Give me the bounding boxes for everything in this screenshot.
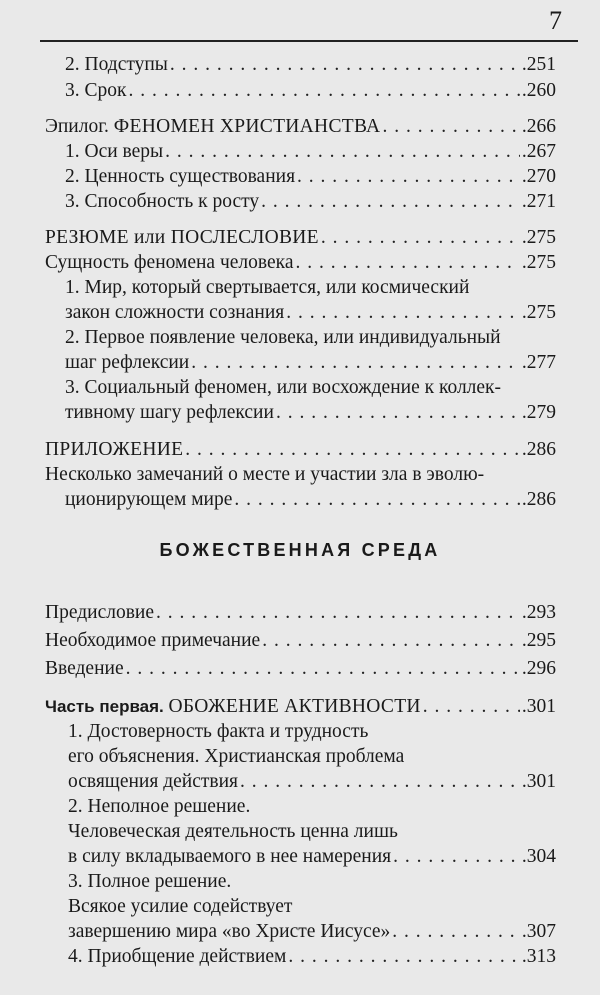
toc-leader: [240, 769, 520, 794]
toc-entry: [68, 719, 556, 794]
toc-entry-label: шаг рефлексии: [65, 352, 190, 373]
toc-entry: [65, 325, 556, 375]
toc-entry-page: .251: [521, 54, 556, 75]
toc-entry-page: .271: [521, 191, 556, 212]
toc-entry-label: 2. Подступы: [65, 54, 168, 75]
toc-entry: [65, 78, 556, 103]
toc-entry-page: .275: [521, 252, 556, 273]
toc-entry-page: .277: [521, 352, 556, 373]
toc-chapter-resume: [45, 225, 556, 250]
toc-entry-page: .286: [521, 489, 556, 510]
toc-leader: [191, 350, 520, 375]
toc-entry-page: .313: [521, 946, 556, 967]
page-number: 7: [549, 6, 562, 35]
toc-chapter-prefix: Эпилог.: [45, 116, 114, 137]
toc-leader: [126, 656, 520, 681]
toc-leader: [297, 164, 520, 189]
toc-entry-label: завершению мира «во Христе Иисусе»: [68, 921, 391, 942]
toc-entry-label: освящения действия: [68, 771, 238, 792]
toc-entry-label: 2. Ценность существования: [65, 166, 296, 187]
toc-entry: [65, 139, 556, 164]
toc-entry-page: .275: [521, 227, 556, 248]
toc-leader: [128, 78, 519, 103]
toc-entry: [68, 944, 556, 969]
toc-leader: [276, 400, 520, 425]
toc-entry-page: .260: [521, 80, 556, 101]
toc-leader: [185, 437, 520, 462]
toc-part-title: ОБОЖЕНИЕ АКТИВНОСТИ: [168, 696, 421, 717]
toc-leader: [261, 189, 520, 214]
toc-leader: [423, 694, 520, 719]
toc-entry-label: 4. Приобщение действием: [68, 946, 287, 967]
toc-leader: [156, 600, 520, 625]
toc-entry-page: .286: [521, 439, 556, 460]
toc-chapter-appendix: [45, 437, 556, 462]
toc-entry-label: Необходимое примечание: [45, 630, 261, 651]
toc-entry: [45, 462, 556, 512]
toc-entry-page: .296: [521, 658, 556, 679]
toc-leader: [393, 844, 520, 869]
toc-entry-page: .307: [521, 921, 556, 942]
toc-entry: [65, 164, 556, 189]
toc-entry-label: тивному шагу рефлексии: [65, 402, 274, 423]
toc-entry-label: в силу вкладываемого в нее намерения: [68, 846, 392, 867]
toc-leader: [392, 919, 520, 944]
toc-entry: [68, 794, 556, 869]
toc-entry-line: его объяснения. Христианская проблема: [68, 746, 405, 767]
toc-leader: [296, 250, 520, 275]
toc-chapter-title: ПРИЛОЖЕНИЕ: [45, 439, 184, 460]
toc-entry-label: Введение: [45, 658, 124, 679]
toc-entry: [65, 375, 556, 425]
header-rule: [40, 40, 578, 42]
toc-part-one: [45, 694, 556, 719]
toc-part-prefix: Часть первая.: [45, 697, 169, 716]
toc-chapter-title: РЕЗЮМЕ или ПОСЛЕСЛОВИЕ: [45, 227, 319, 248]
toc-leader: [165, 139, 520, 164]
toc-entry: [68, 869, 556, 944]
toc-leader: [170, 52, 520, 77]
toc-entry-line: 1. Достоверность факта и трудность: [68, 721, 369, 742]
toc-entry-page: .293: [521, 602, 556, 623]
toc-entry-page: .301: [521, 696, 556, 717]
toc-entry: [45, 628, 556, 653]
toc-entry-page: .279: [521, 402, 556, 423]
toc-entry-line: Всякое усилие содействует: [68, 896, 293, 917]
toc-entry-page: .267: [521, 141, 556, 162]
toc-entry-page: .266: [521, 116, 556, 137]
toc-entry-line: Несколько замечаний о месте и участии зла в эволю-: [45, 464, 485, 485]
toc-entry-label: 3. Способность к росту: [65, 191, 260, 212]
toc-leader: [234, 487, 520, 512]
toc-leader: [288, 944, 520, 969]
toc-entry-page: .275: [521, 302, 556, 323]
toc-entry-line: 3. Полное решение.: [68, 871, 232, 892]
toc-entry-label: 3. Срок: [65, 80, 127, 101]
toc-entry-page: .304: [521, 846, 556, 867]
toc-entry-line: 2. Неполное решение.: [68, 796, 251, 817]
toc-entry: [45, 250, 556, 275]
toc-entry-label: Предисловие: [45, 602, 155, 623]
toc-entry: [45, 656, 556, 681]
toc-leader: [382, 114, 519, 139]
toc-entry-line: 3. Социальный феномен, или восхождение к коллек-: [65, 377, 502, 398]
toc-entry-page: .301: [521, 771, 556, 792]
toc-entry-line: 2. Первое появление человека, или индивидуальный: [65, 327, 501, 348]
toc-entry-label: Сущность феномена человека: [45, 252, 294, 273]
toc-entry-line: Человеческая деятельность ценна лишь: [68, 821, 398, 842]
toc-entry-label: ционирующем мире: [65, 489, 233, 510]
toc-entry-page: .270: [521, 166, 556, 187]
toc-chapter-title: ФЕНОМЕН ХРИСТИАНСТВА: [113, 116, 381, 137]
section-title: БОЖЕСТВЕННАЯ СРЕДА: [159, 540, 441, 560]
toc-entry-line: 1. Мир, который свертывается, или космический: [65, 277, 470, 298]
toc-entry: [45, 600, 556, 625]
toc-leader: [286, 300, 520, 325]
toc-entry: [65, 189, 556, 214]
toc-entry-page: .295: [521, 630, 556, 651]
toc-leader: [321, 225, 520, 250]
toc-entry-label: 1. Оси веры: [65, 141, 164, 162]
toc-entry: [65, 52, 556, 77]
toc-leader: [262, 628, 520, 653]
toc-entry-label: закон сложности сознания: [65, 302, 285, 323]
toc-chapter-epilogue: [45, 114, 556, 139]
toc-entry: [65, 275, 556, 325]
